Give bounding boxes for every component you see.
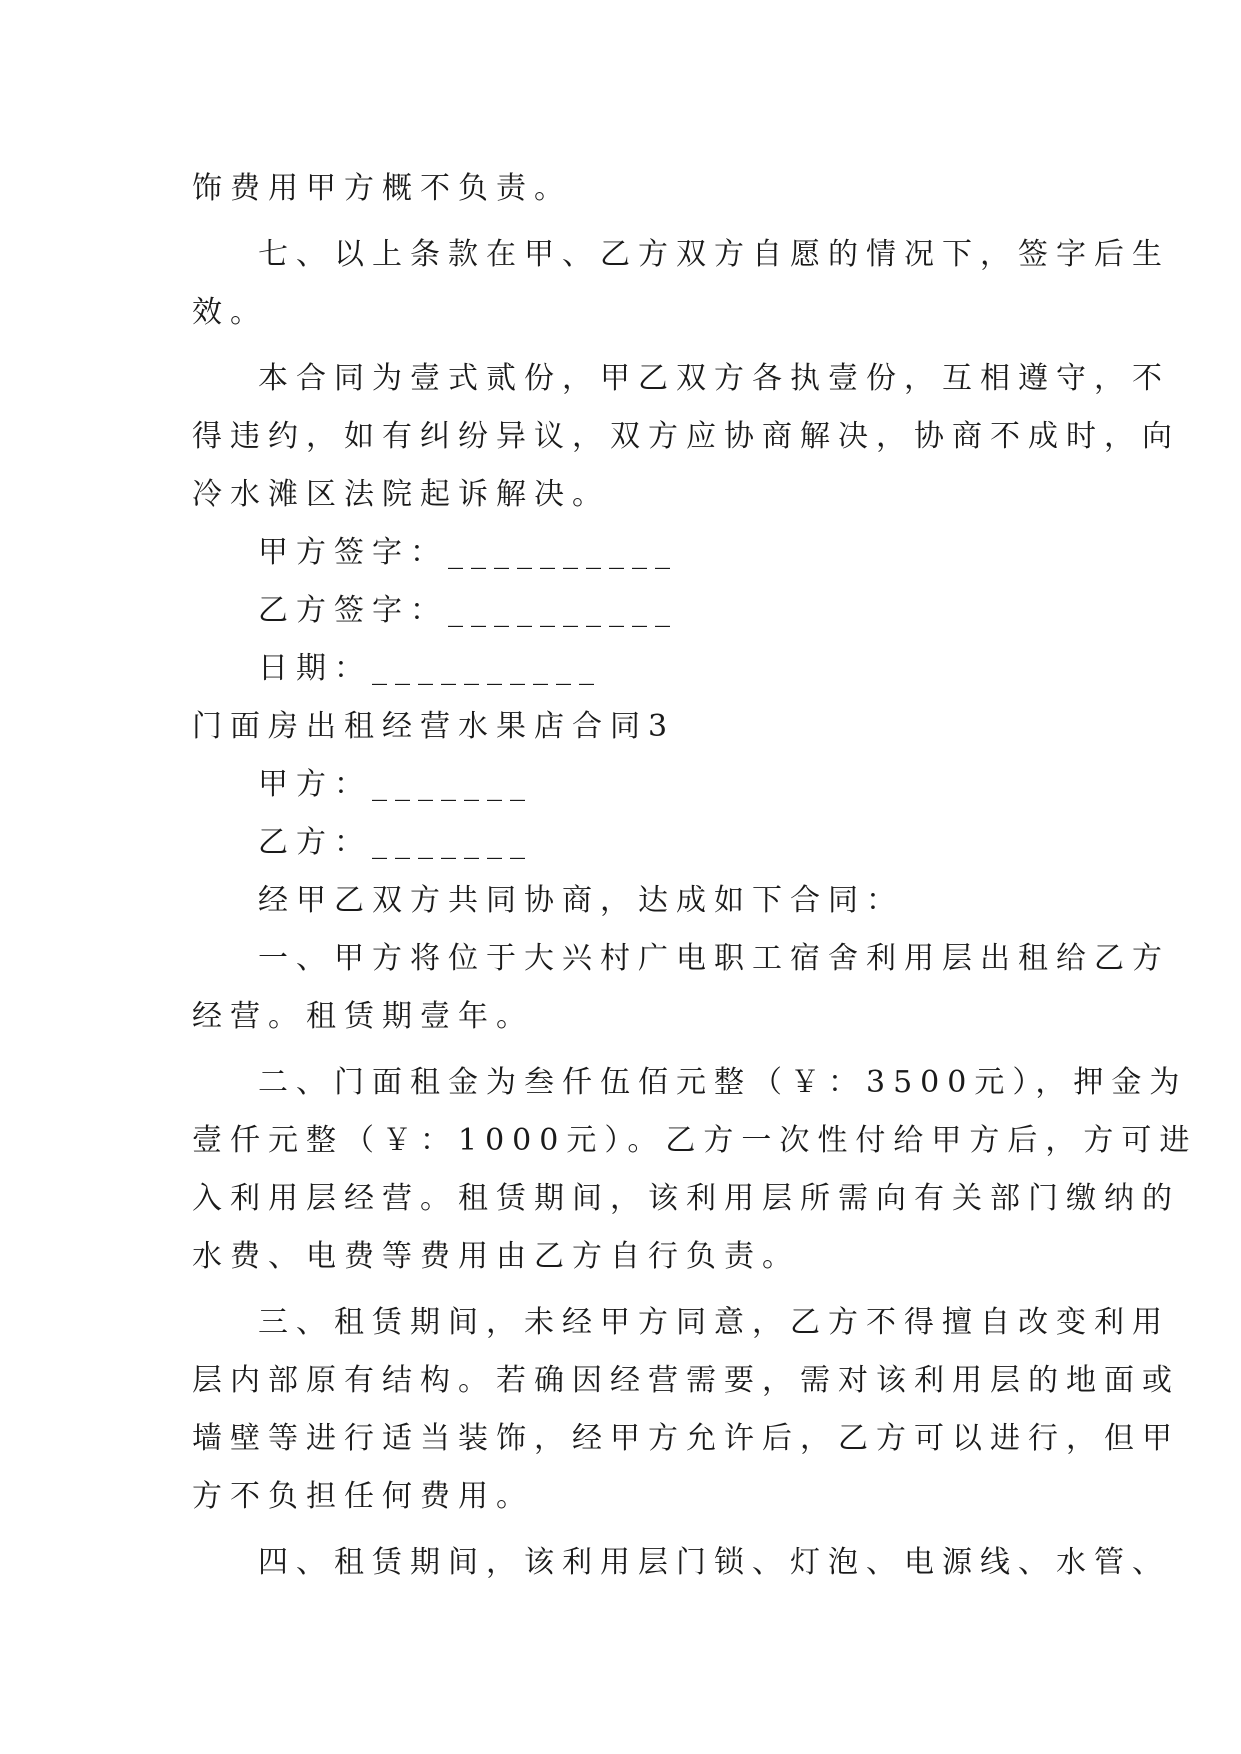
document-body [192,160,1198,1592]
paragraph-line: 经营。租赁期壹年。 [192,999,534,1034]
paragraph-line: 效。 [192,295,268,330]
paragraph-line: 墙壁等进行适当装饰，经甲方允许后，乙方可以进行，但甲 [192,1421,1180,1456]
paragraph-line: 一、甲方将位于大兴村广电职工宿舍利用层出租给乙方 [258,941,1170,976]
signature-line-party-b: 乙方签字：__________ [258,593,678,628]
paragraph-line: 水费、电费等费用由乙方自行负责。 [192,1239,800,1274]
paragraph-line: 经甲乙双方共同协商，达成如下合同： [258,883,904,918]
paragraph-line: 壹仟元整（￥：1000元）。乙方一次性付给甲方后，方可进 [192,1123,1198,1158]
paragraph-line: 四、租赁期间，该利用层门锁、灯泡、电源线、水管、 [258,1545,1170,1580]
section-title: 门面房出租经营水果店合同3 [192,709,676,744]
paragraph-line: 本合同为壹式贰份，甲乙双方各执壹份，互相遵守，不 [258,361,1170,396]
paragraph-line: 得违约，如有纠纷异议，双方应协商解决，协商不成时，向 [192,419,1180,454]
paragraph-line: 入利用层经营。租赁期间，该利用层所需向有关部门缴纳的 [192,1181,1180,1216]
paragraph-line: 层内部原有结构。若确因经营需要，需对该利用层的地面或 [192,1363,1180,1398]
paragraph-line: 方不负担任何费用。 [192,1479,534,1514]
date-line: 日期：__________ [258,651,602,686]
paragraph-line: 七、以上条款在甲、乙方双方自愿的情况下，签字后生 [258,237,1170,272]
paragraph-line: 二、门面租金为叁仟伍佰元整（￥：3500元），押金为 [258,1065,1188,1100]
signature-line-party-a: 甲方签字：__________ [258,535,678,570]
party-b-line: 乙方：_______ [258,825,533,860]
paragraph-line: 冷水滩区法院起诉解决。 [192,477,610,512]
paragraph-line: 饰费用甲方概不负责。 [192,171,572,206]
party-a-line: 甲方：_______ [258,767,533,802]
paragraph-line: 三、租赁期间，未经甲方同意，乙方不得擅自改变利用 [258,1305,1170,1340]
